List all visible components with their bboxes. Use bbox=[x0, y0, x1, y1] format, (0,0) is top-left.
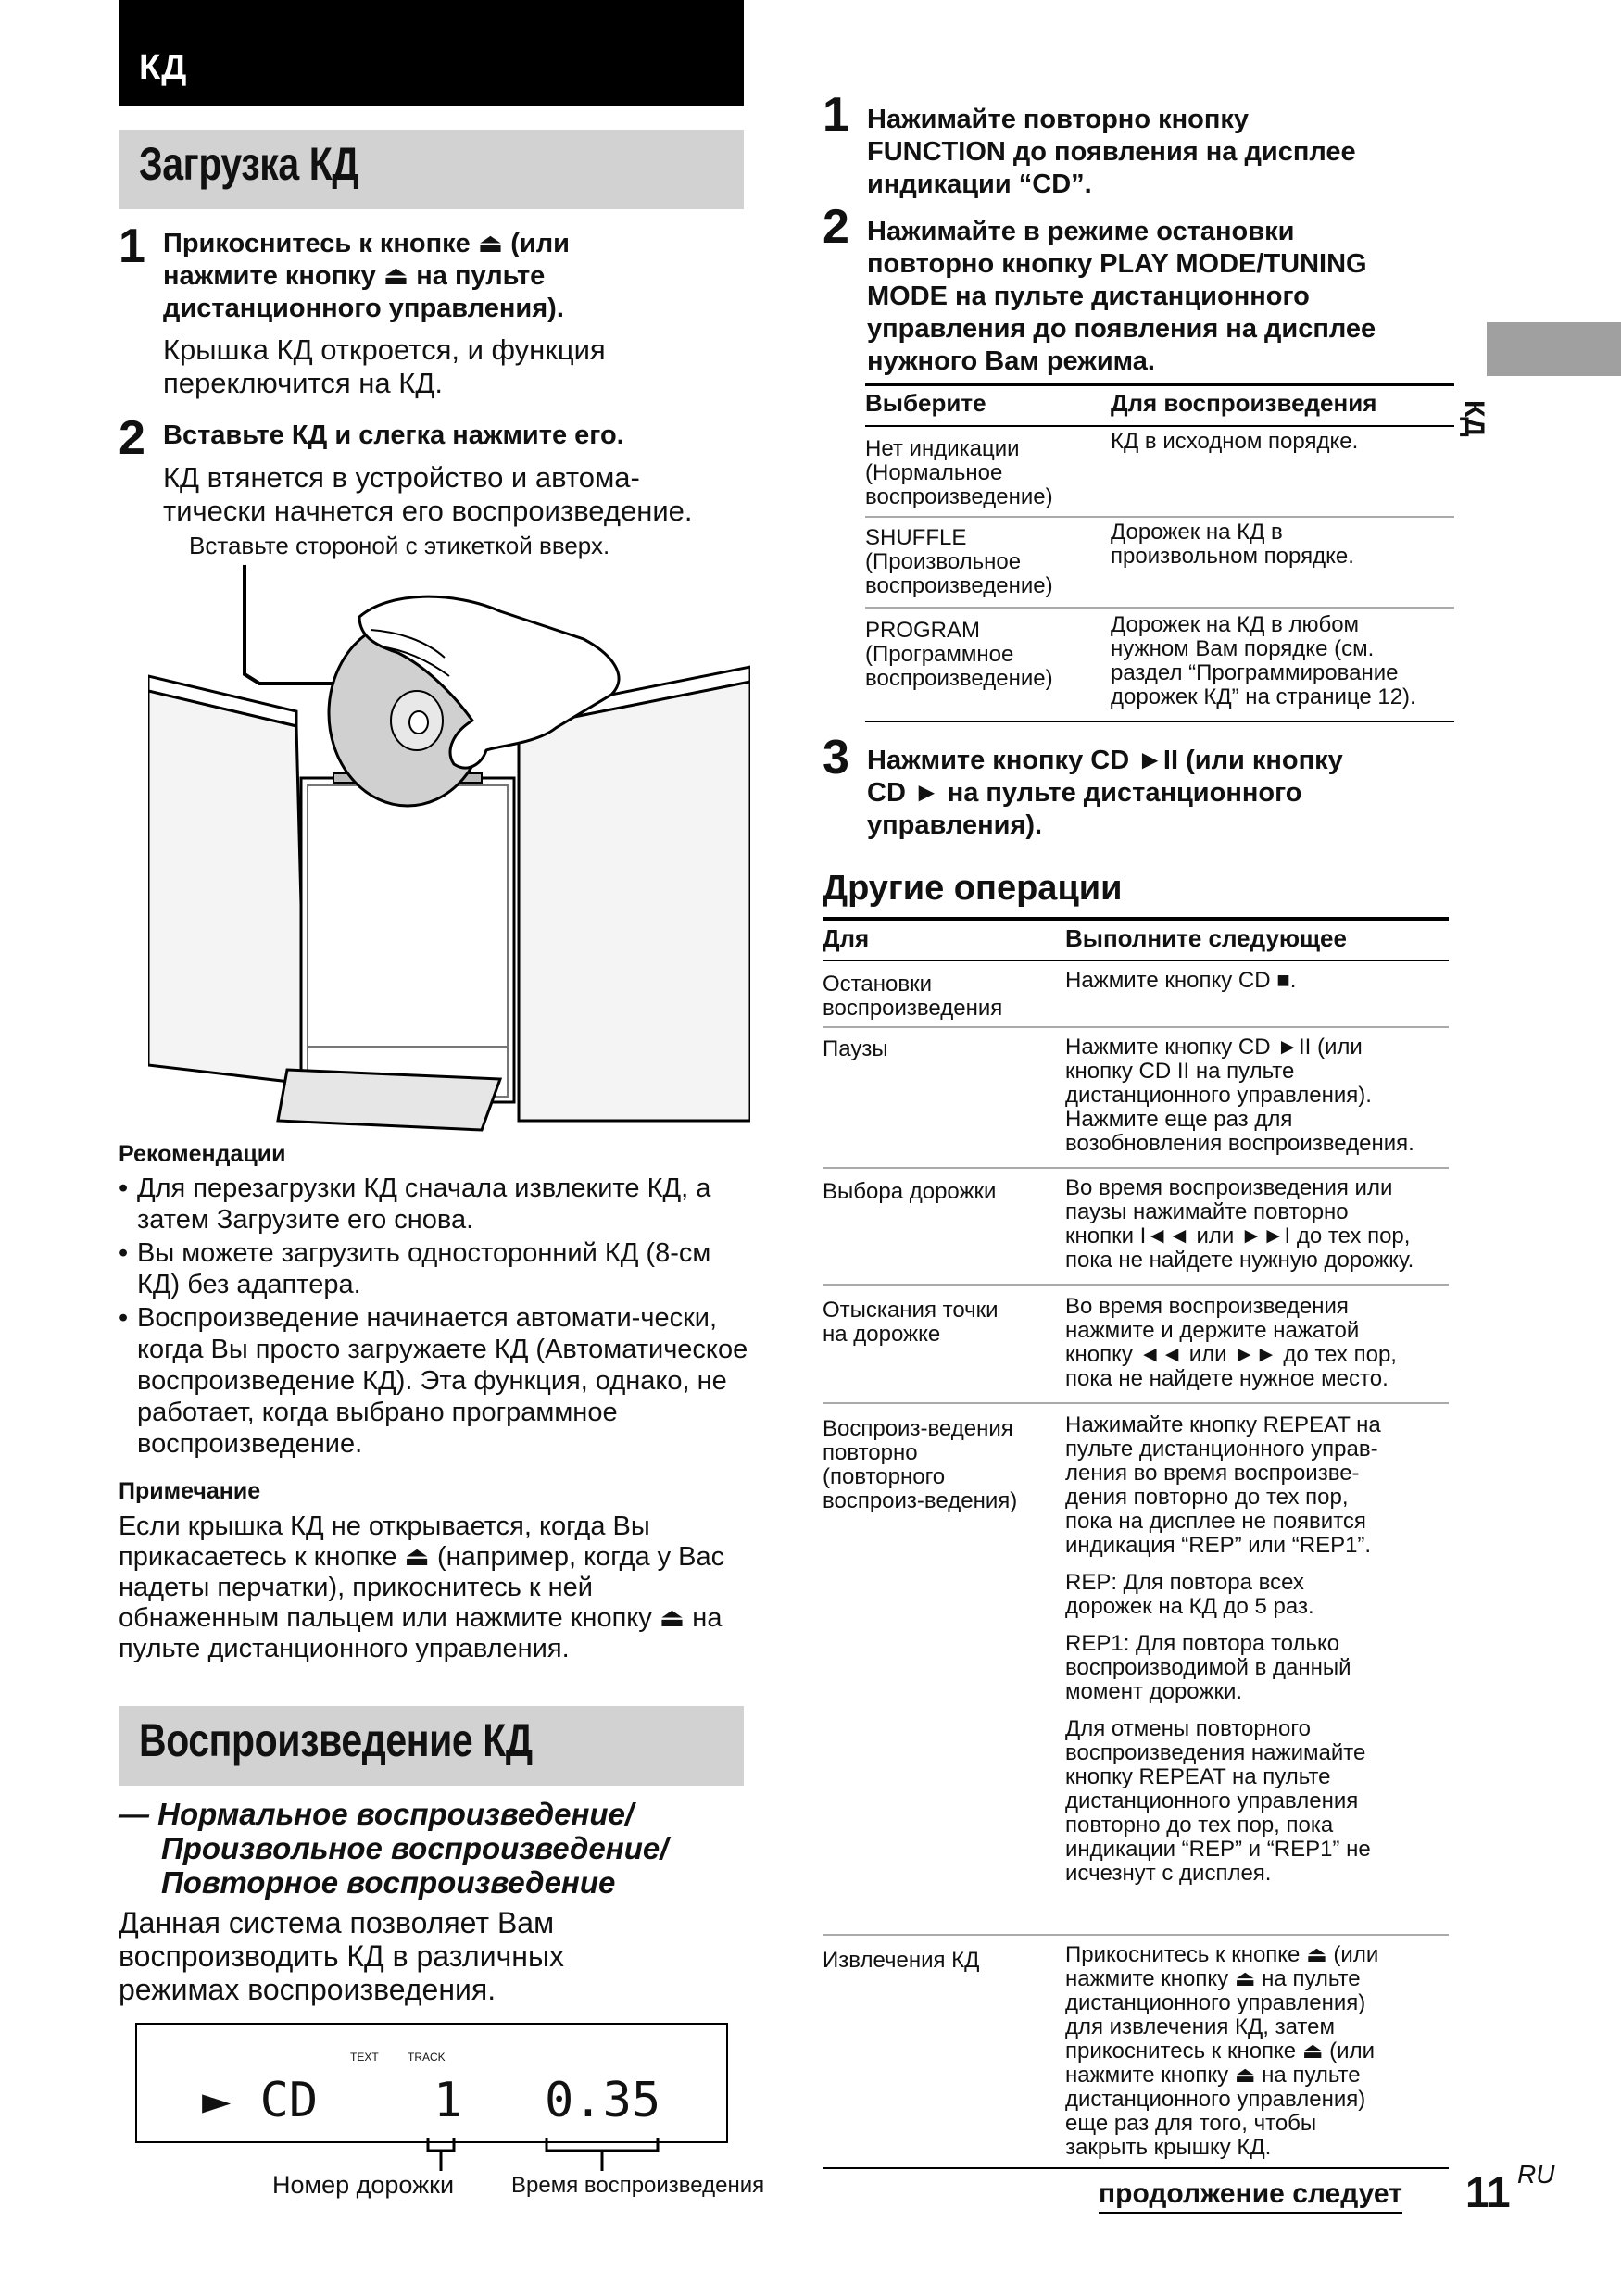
tips-list bbox=[119, 1173, 748, 1462]
mode-row-select bbox=[865, 437, 1097, 509]
cell-line: дения повторно до тех пор, bbox=[1065, 1485, 1349, 1510]
lcd-time: 0.35 bbox=[545, 2073, 661, 2128]
cell-line: нажмите кнопку ⏏ на пульте bbox=[1065, 1966, 1361, 1991]
step-line: Нажимайте в режиме остановки bbox=[867, 217, 1295, 246]
ops-row-repeat-action bbox=[1065, 1413, 1454, 1886]
body-line: КД втянется в устройство и автома- bbox=[163, 461, 640, 494]
cell-line: воспроизведение) bbox=[865, 484, 1053, 509]
ops-title: Другие операции bbox=[823, 869, 1123, 908]
playback-title-box bbox=[119, 1706, 744, 1786]
cell-line: Отыскания точки bbox=[823, 1298, 999, 1323]
playback-body bbox=[119, 1906, 564, 2006]
cell-line: воспроизведение) bbox=[865, 573, 1053, 598]
row-divider bbox=[823, 1284, 1449, 1286]
ops-col-do: Выполните следующее bbox=[1065, 924, 1347, 952]
cell-line: Паузы bbox=[823, 1036, 888, 1061]
cell-line: воспроизведение) bbox=[865, 666, 1053, 691]
ops-col-for: Для bbox=[823, 924, 870, 952]
time-caption: Время воспроизведения bbox=[511, 2173, 765, 2198]
time-bracket bbox=[547, 2138, 658, 2151]
body-line: переключится на КД. bbox=[163, 367, 443, 399]
cell-line: кнопку CD II на пульте bbox=[1065, 1059, 1295, 1084]
ops-row-track-action bbox=[1065, 1176, 1454, 1273]
cell-line: (повторного bbox=[823, 1464, 946, 1489]
step-line: индикации “CD”. bbox=[867, 169, 1092, 199]
cell-line: повторно до тех пор, пока bbox=[1065, 1813, 1334, 1838]
cell-line: Нажмите кнопку CD ►II (или bbox=[1065, 1035, 1363, 1060]
cell-line: пока на дисплее не появится bbox=[1065, 1509, 1366, 1534]
playback-subtitle bbox=[119, 1797, 668, 1900]
cell-line: PROGRAM bbox=[865, 618, 981, 643]
step-text bbox=[163, 420, 774, 452]
ops-header-rule bbox=[823, 960, 1449, 961]
cell-line: Прикоснитесь к кнопке ⏏ (или bbox=[1065, 1942, 1379, 1967]
loading-step-2-body bbox=[163, 461, 693, 528]
cell-line: момент дорожки. bbox=[1065, 1679, 1243, 1704]
cell-line: пока не найдете нужное место. bbox=[1065, 1366, 1389, 1391]
step-line: дистанционного управления). bbox=[163, 294, 564, 323]
cell-line: дистанционного управления) bbox=[1065, 2087, 1366, 2112]
step-text bbox=[867, 104, 1460, 201]
step-number: 3 bbox=[823, 731, 849, 784]
step-line: Нажмите кнопку CD ►II (или кнопку bbox=[867, 746, 1343, 775]
mode-row-play bbox=[1111, 430, 1463, 454]
cell-line: (Программное bbox=[865, 642, 1014, 667]
side-tab bbox=[1487, 322, 1621, 376]
subtitle-line: Произвольное воспроизведение/ bbox=[161, 1831, 669, 1865]
track-caption: Номер дорожки bbox=[272, 2171, 455, 2199]
row-divider bbox=[823, 1167, 1449, 1169]
subtitle-line: Повторное воспроизведение bbox=[161, 1865, 616, 1900]
lcd-track-number: 1 bbox=[434, 2073, 463, 2128]
cell-line: нажмите и держите нажатой bbox=[1065, 1318, 1360, 1343]
cell-line: раздел “Программирование bbox=[1111, 660, 1399, 685]
lcd-mode: ► CD bbox=[202, 2073, 319, 2128]
ops-row-seek-label bbox=[823, 1299, 1054, 1347]
step-line: управления). bbox=[867, 810, 1043, 840]
step-line: Вставьте КД и слегка нажмите его. bbox=[163, 420, 624, 450]
ops-row-pause-action bbox=[1065, 1035, 1454, 1156]
page-lang: RU bbox=[1517, 2160, 1555, 2189]
lcd-track-indicator: TRACK bbox=[408, 2051, 446, 2064]
step-text bbox=[867, 745, 1478, 842]
lcd-text-indicator: TEXT bbox=[350, 2051, 379, 2064]
cell-line: еще раз для того, чтобы bbox=[1065, 2111, 1317, 2136]
step-line: Прикоснитесь к кнопке ⏏ (или bbox=[163, 229, 571, 258]
mode-table-header-rule bbox=[865, 425, 1454, 427]
section-header bbox=[119, 0, 744, 106]
cell-line: (Произвольное bbox=[865, 549, 1022, 574]
cell-line: прикоснитесь к кнопке ⏏ (или bbox=[1065, 2039, 1375, 2064]
body-line: тически начнется его воспроизведение. bbox=[163, 495, 693, 527]
body-line: Крышка КД откроется, и функция bbox=[163, 333, 606, 366]
ops-row-eject-label bbox=[823, 1949, 1054, 1973]
row-divider bbox=[865, 607, 1454, 609]
cell-line: (Нормальное bbox=[865, 460, 1003, 485]
ops-row-stop-label bbox=[823, 972, 1054, 1021]
cell-line: индикации “REP” и “REP1” не bbox=[1065, 1837, 1371, 1862]
cell-line: Для отмены повторного bbox=[1065, 1716, 1311, 1741]
tip-item: • Воспроизведение начинается автомати-чески, когда Вы просто загружаете КД (Автоматическое воспроизведение КД). Эта функция, однако, не работает, когда выбрано программное воспроизведение. bbox=[119, 1302, 748, 1460]
step-line: управления до появления на дисплее bbox=[867, 314, 1376, 344]
ops-bottom-rule bbox=[823, 2167, 1449, 2169]
mode-col-select: Выберите bbox=[865, 389, 986, 417]
cell-line: закрыть крышку КД. bbox=[1065, 2135, 1272, 2160]
cell-line: для извлечения КД, затем bbox=[1065, 2014, 1335, 2039]
tip-item: • Вы можете загрузить односторонний КД (8-см КД) без адаптера. bbox=[119, 1237, 748, 1300]
ops-top-rule bbox=[823, 917, 1449, 921]
cell-line: нужном Вам порядке (см. bbox=[1111, 636, 1375, 661]
cell-line: воспроизведения нажимайте bbox=[1065, 1740, 1366, 1765]
ops-row-stop-action bbox=[1065, 969, 1454, 993]
playback-title: Воспроизведение КД bbox=[139, 1714, 533, 1766]
cell-line: повторно bbox=[823, 1440, 918, 1465]
ops-row-seek-action bbox=[1065, 1295, 1454, 1391]
step-line: нажмите кнопку ⏏ на пульте bbox=[163, 261, 546, 291]
side-tab-label: КД bbox=[1459, 400, 1489, 437]
cell-line: кнопки I◄◄ или ►►I до тех пор, bbox=[1065, 1223, 1411, 1248]
body-line: Данная система позволяет Вам bbox=[119, 1906, 555, 1939]
left-panel bbox=[148, 691, 306, 1084]
cell-line: кнопку REPEAT на пульте bbox=[1065, 1764, 1331, 1789]
cell-line: дистанционного управления). bbox=[1065, 1083, 1372, 1108]
cell-line: SHUFFLE bbox=[865, 525, 967, 550]
track-bracket bbox=[428, 2138, 454, 2151]
cell-line: REP: Для повтора всех bbox=[1065, 1570, 1304, 1595]
step-number: 2 bbox=[823, 200, 849, 254]
mode-row-play bbox=[1111, 613, 1463, 709]
cell-line: пульте дистанционного управ- bbox=[1065, 1437, 1378, 1462]
ops-row-repeat-label bbox=[823, 1417, 1063, 1513]
tip-item: • Для перезагрузки КД сначала извлеките КД, а затем Загрузите его снова. bbox=[119, 1173, 748, 1236]
cell-line: дистанционного управления bbox=[1065, 1788, 1359, 1813]
step-line: Нажимайте повторно кнопку bbox=[867, 105, 1249, 134]
mode-col-play: Для воспроизведения bbox=[1111, 389, 1377, 417]
cell-line: Воспроиз-ведения bbox=[823, 1416, 1013, 1441]
row-divider bbox=[865, 516, 1454, 518]
cell-line: воспроизведения bbox=[823, 996, 1003, 1021]
right-panel bbox=[519, 682, 750, 1121]
cell-line: Дорожек на КД в bbox=[1111, 520, 1283, 545]
step-number: 1 bbox=[119, 220, 145, 273]
mode-table bbox=[865, 389, 1454, 426]
cell-line: возобновления воспроизведения. bbox=[1065, 1131, 1414, 1156]
tips-heading: Рекомендации bbox=[119, 1141, 286, 1167]
ops-row-track-label bbox=[823, 1180, 1054, 1204]
mode-row-select bbox=[865, 619, 1097, 691]
lcd-bracket-lines bbox=[408, 2130, 685, 2177]
unit-stand bbox=[278, 1070, 500, 1130]
cell-line: кнопку ◄◄ или ►► до тех пор, bbox=[1065, 1342, 1397, 1367]
cell-line: дорожек на КД до 5 раз. bbox=[1065, 1594, 1314, 1619]
cell-line: Выбора дорожки bbox=[823, 1179, 997, 1204]
mode-row-play bbox=[1111, 521, 1463, 569]
cell-line: REP1: Для повтора только bbox=[1065, 1631, 1340, 1656]
lcd-display bbox=[135, 2023, 728, 2143]
mode-table-bottom-rule bbox=[865, 721, 1454, 722]
cell-line: воспроиз-ведения) bbox=[823, 1488, 1018, 1513]
step-text bbox=[163, 228, 756, 325]
cell-line: нажмите кнопку ⏏ на пульте bbox=[1065, 2063, 1361, 2088]
subtitle-line: — Нормальное воспроизведение/ bbox=[119, 1797, 635, 1831]
note-text: Если крышка КД не открывается, когда Вы прикасаетесь к кнопке ⏏ (например, когда у Вас надеты перчатки), прикоснитесь к ней обнаженным пальцем или нажмите кнопку ⏏ на пульте дистанционного управления. bbox=[119, 1512, 725, 1663]
cell-line: Во время воспроизведения или bbox=[1065, 1175, 1393, 1200]
cd-loading-illustration bbox=[148, 565, 750, 1148]
loading-title-box bbox=[119, 130, 744, 209]
cell-line: пока не найдете нужную дорожку. bbox=[1065, 1248, 1414, 1273]
cell-line: индикация “REP” или “REP1”. bbox=[1065, 1533, 1372, 1558]
cell-line: КД в исходном порядке. bbox=[1111, 429, 1359, 454]
cell-line: дистанционного управления) bbox=[1065, 1990, 1366, 2015]
row-divider bbox=[823, 1402, 1449, 1404]
row-divider bbox=[823, 1934, 1449, 1936]
cell-line: ления во время воспроизве- bbox=[1065, 1461, 1360, 1486]
cell-line: Нажмите еще раз для bbox=[1065, 1107, 1293, 1132]
loading-step-1-body bbox=[163, 333, 606, 400]
illustration-caption: Вставьте стороной с этикеткой вверх. bbox=[189, 532, 610, 559]
ops-row-eject-action bbox=[1065, 1943, 1454, 2160]
cell-line: дорожек КД” на странице 12). bbox=[1111, 684, 1416, 709]
mode-table-header bbox=[865, 389, 1454, 426]
continued-label: продолжение следует bbox=[1099, 2178, 1402, 2214]
cell-line: Остановки bbox=[823, 972, 932, 997]
cell-line: Дорожек на КД в любом bbox=[1111, 612, 1360, 637]
step-line: нужного Вам режима. bbox=[867, 346, 1155, 376]
step-line: CD ► на пульте дистанционного bbox=[867, 778, 1302, 808]
step-line: MODE на пульте дистанционного bbox=[867, 282, 1310, 311]
mode-table-top-rule bbox=[865, 383, 1454, 386]
cell-line: на дорожке bbox=[823, 1322, 941, 1347]
section-header-label: КД bbox=[139, 48, 188, 87]
step-number: 1 bbox=[823, 88, 849, 142]
cell-line: исчезнут с дисплея. bbox=[1065, 1861, 1272, 1886]
step-line: FUNCTION до появления на дисплее bbox=[867, 137, 1356, 167]
cell-line: Во время воспроизведения bbox=[1065, 1294, 1349, 1319]
ops-row-pause-label bbox=[823, 1037, 1054, 1061]
cell-line: паузы нажимайте повторно bbox=[1065, 1199, 1349, 1224]
body-line: режимах воспроизведения. bbox=[119, 1973, 496, 2006]
cd-hole bbox=[409, 711, 428, 734]
note-heading: Примечание bbox=[119, 1478, 261, 1504]
body-line: воспроизводить КД в различных bbox=[119, 1939, 564, 1973]
center-unit bbox=[301, 778, 514, 1102]
cell-line: Нажимайте кнопку REPEAT на bbox=[1065, 1412, 1381, 1437]
mode-row-select bbox=[865, 526, 1097, 598]
cell-line: Нет индикации bbox=[865, 436, 1020, 461]
step-number: 2 bbox=[119, 411, 145, 465]
cell-line: Извлечения КД bbox=[823, 1948, 980, 1973]
cell-line: произвольном порядке. bbox=[1111, 544, 1354, 569]
cell-line: воспроизводимой в данный bbox=[1065, 1655, 1351, 1680]
page-number: 11 bbox=[1465, 2168, 1511, 2216]
step-text bbox=[867, 216, 1478, 378]
row-divider bbox=[823, 1026, 1449, 1028]
loading-title: Загрузка КД bbox=[139, 138, 359, 190]
cell-line: Нажмите кнопку CD ■. bbox=[1065, 968, 1297, 993]
step-line: повторно кнопку PLAY MODE/TUNING bbox=[867, 249, 1367, 279]
